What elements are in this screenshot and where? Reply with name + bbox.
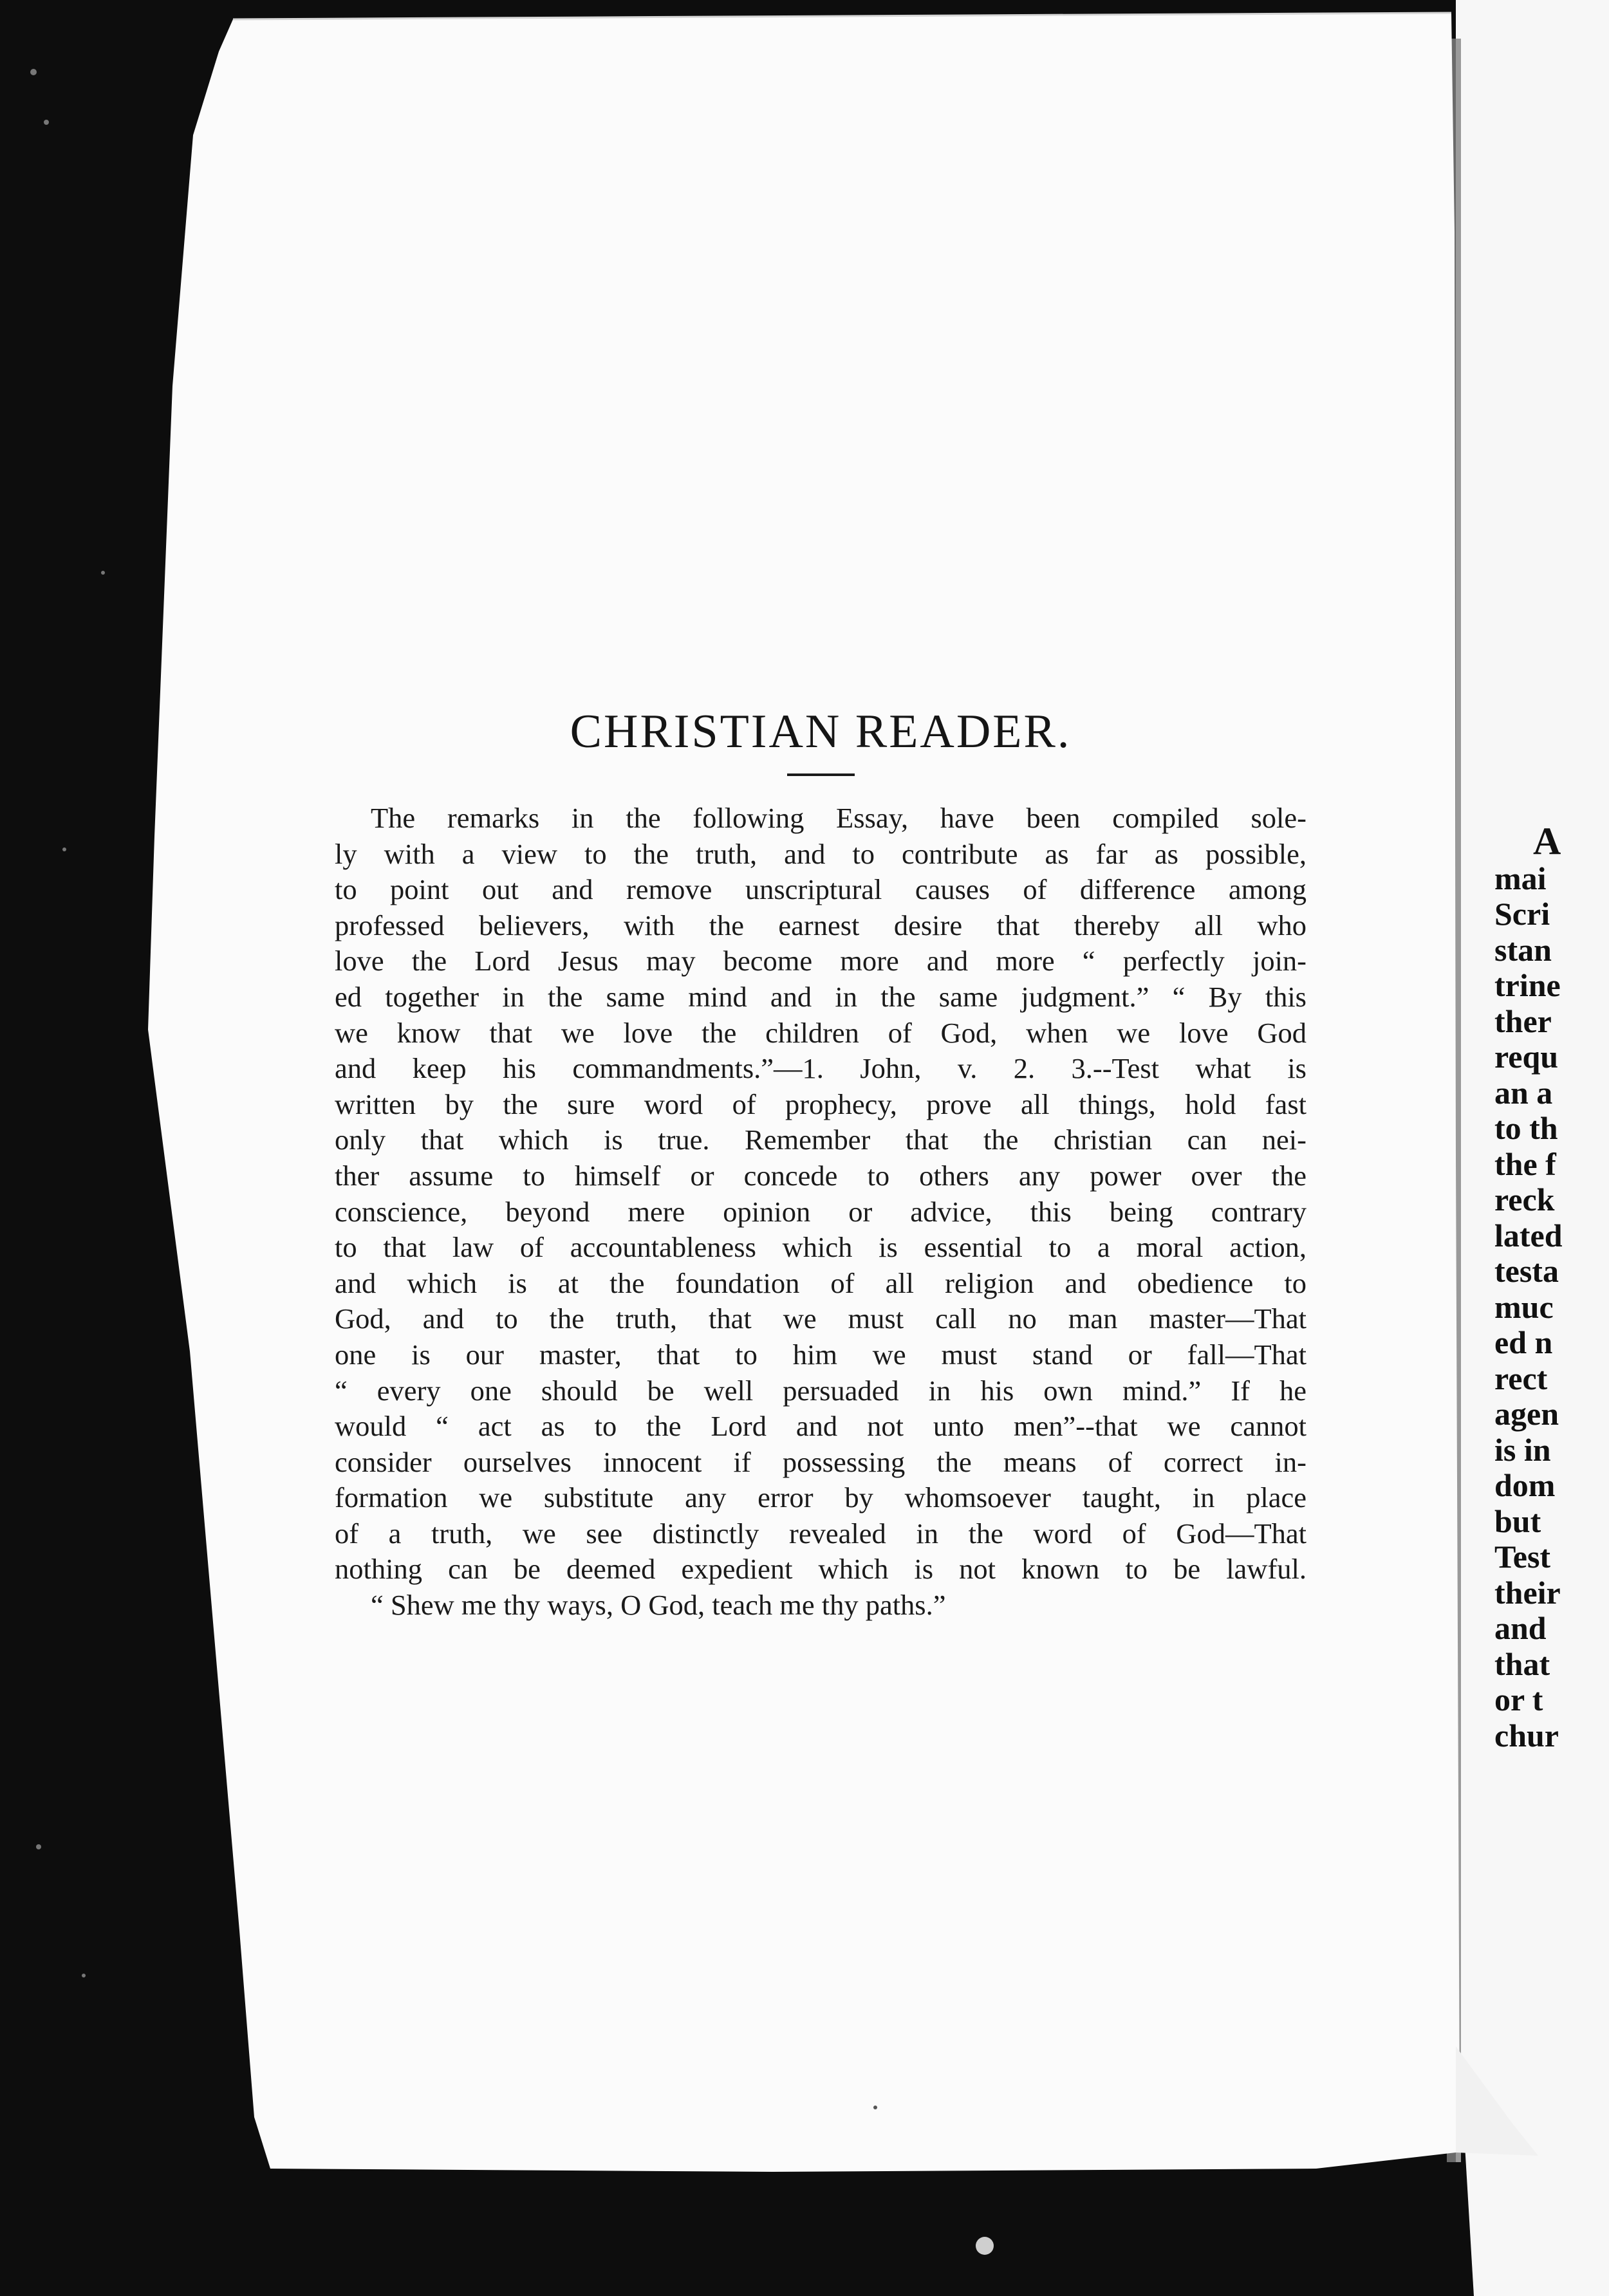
- paragraph-line: ly with a view to the truth, and to contribute as far as possible,: [335, 837, 1307, 870]
- page-title: CHRISTIAN READER.: [570, 705, 1072, 758]
- facing-line: stan: [1494, 931, 1552, 968]
- facing-line: reck: [1494, 1181, 1555, 1217]
- motto-line: “ Shew me thy ways, O God, teach me thy paths.”: [371, 1589, 946, 1622]
- paragraph-line: ther assume to himself or concede to others any power over the: [335, 1159, 1307, 1192]
- paragraph-line: professed believers, with the earnest desire that thereby all who: [335, 909, 1307, 941]
- paragraph-line: of a truth, we see distinctly revealed in the word of God—That: [335, 1517, 1307, 1550]
- facing-line: the f: [1494, 1145, 1556, 1182]
- facing-line: to th: [1494, 1110, 1558, 1146]
- facing-line: an a: [1494, 1074, 1553, 1111]
- paragraph-line: one is our master, that to him we must stand or fall—That: [335, 1338, 1307, 1371]
- paragraph-line: we know that we love the children of God, when we love God: [335, 1016, 1307, 1049]
- paragraph-line: and which is at the foundation of all religion and obedience to: [335, 1266, 1307, 1299]
- paragraph-line: to that law of accountableness which is essential to a moral action,: [335, 1231, 1307, 1264]
- paragraph-line: God, and to the truth, that we must call no man master—That: [335, 1302, 1307, 1335]
- title-rule: [787, 773, 855, 776]
- facing-line: but: [1494, 1503, 1541, 1539]
- paragraph-line: “ every one should be well persuaded in his own mind.” If he: [335, 1374, 1307, 1407]
- facing-line: or t: [1494, 1681, 1543, 1717]
- facing-line: chur: [1494, 1717, 1559, 1754]
- preface-paragraph: [335, 801, 1307, 1624]
- facing-line: requ: [1494, 1039, 1559, 1075]
- paragraph-line: consider ourselves innocent if possessing the means of correct in-: [335, 1445, 1307, 1478]
- paragraph-line: nothing can be deemed expedient which is not known to be lawful.: [335, 1553, 1307, 1586]
- paragraph-line: to point out and remove unscriptural causes of difference among: [335, 873, 1307, 906]
- facing-line: testa: [1494, 1253, 1559, 1289]
- facing-line: that: [1494, 1645, 1550, 1682]
- facing-line: and: [1494, 1610, 1547, 1646]
- facing-line: rect: [1494, 1360, 1548, 1396]
- paragraph-line: only that which is true. Remember that the christian can nei-: [335, 1124, 1307, 1156]
- paragraph-line: ed together in the same mind and in the same judgment.” “ By this: [335, 980, 1307, 1013]
- paragraph-line: The remarks in the following Essay, have been compiled sole-: [371, 802, 1307, 834]
- facing-line: trine: [1494, 967, 1561, 1003]
- paragraph-line: written by the sure word of prophecy, prove all things, hold fast: [335, 1088, 1307, 1120]
- paragraph-line: formation we substitute any error by whomsoever taught, in place: [335, 1481, 1307, 1514]
- facing-line: agen: [1494, 1396, 1559, 1432]
- facing-line: dom: [1494, 1467, 1556, 1503]
- paragraph-line: would “ act as to the Lord and not unto men”--that we cannot: [335, 1410, 1307, 1443]
- paragraph-line: and keep his commandments.”—1. John, v. 2. 3.--Test what is: [335, 1052, 1307, 1085]
- facing-line: ther: [1494, 1003, 1552, 1039]
- facing-line: is in: [1494, 1431, 1551, 1468]
- facing-page-text: [1494, 820, 1609, 1754]
- facing-line: Test: [1494, 1539, 1551, 1575]
- paragraph-line: conscience, beyond mere opinion or advice, this being contrary: [335, 1195, 1307, 1228]
- main-text-column: [335, 705, 1307, 1624]
- facing-line: A: [1533, 820, 1561, 862]
- facing-line: muc: [1494, 1288, 1554, 1325]
- paragraph-line: love the Lord Jesus may become more and more “ perfectly join-: [335, 945, 1307, 977]
- facing-line: ed n: [1494, 1324, 1553, 1360]
- facing-line: lated: [1494, 1217, 1563, 1254]
- facing-line: their: [1494, 1574, 1561, 1611]
- facing-line: mai: [1494, 860, 1547, 896]
- facing-line: Scri: [1494, 896, 1550, 932]
